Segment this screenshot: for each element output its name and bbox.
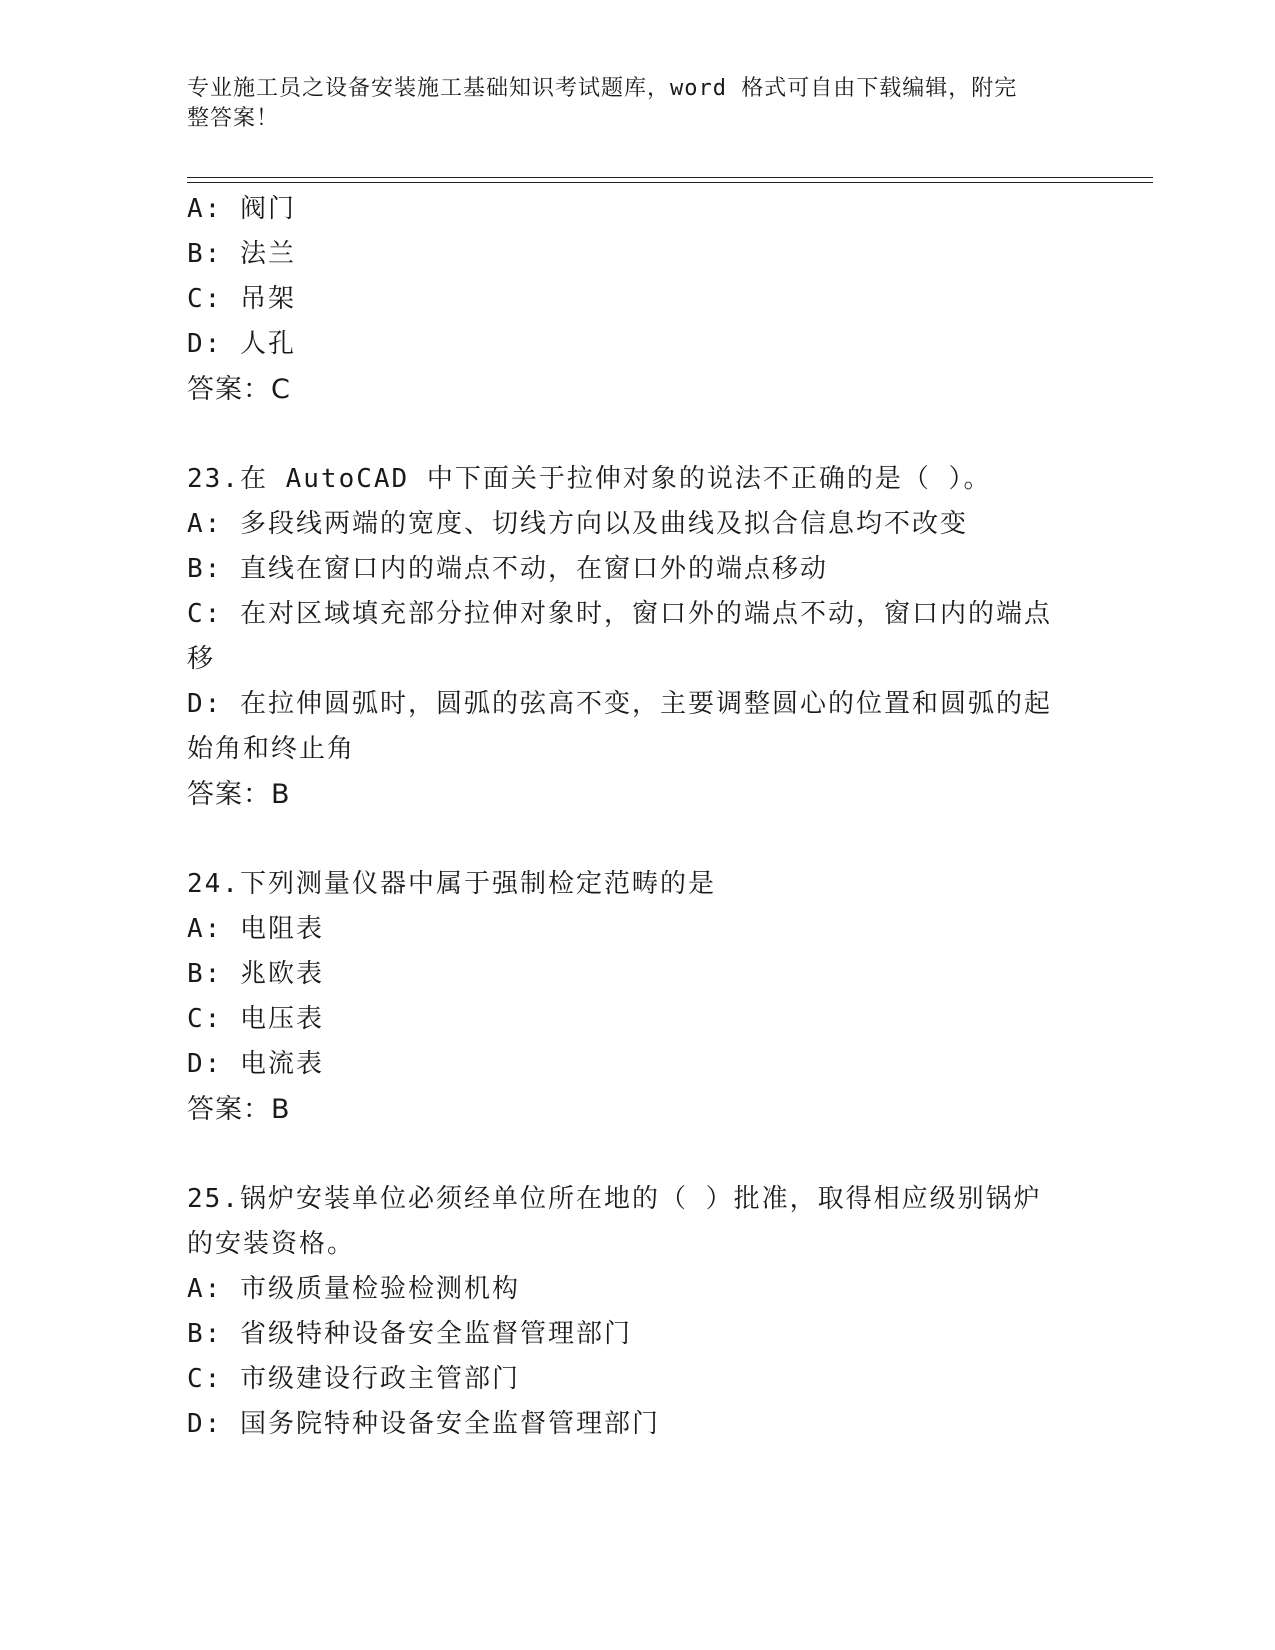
answer-line: 答案：C <box>187 374 291 405</box>
option-b: B: 省级特种设备安全监督管理部门 <box>187 1319 632 1349</box>
question-stem: 24.下列测量仪器中属于强制检定范畴的是 <box>187 869 716 899</box>
option-b: B: 直线在窗口内的端点不动，在窗口外的端点移动 <box>187 554 828 584</box>
option-c: C: 市级建设行政主管部门 <box>187 1364 520 1394</box>
option-c-continued: 移 <box>187 644 216 674</box>
spacer <box>187 412 1067 457</box>
option-c: C: 在对区域填充部分拉伸对象时，窗口外的端点不动，窗口内的端点 <box>187 599 1052 629</box>
option-d: D: 国务院特种设备安全监督管理部门 <box>187 1409 660 1439</box>
header-line-2: 整答案！ <box>187 106 280 131</box>
header-line-1: 专业施工员之设备安装施工基础知识考试题库，word 格式可自由下载编辑，附完 <box>187 76 1018 101</box>
header-divider-top <box>187 177 1153 178</box>
spacer <box>187 1132 1067 1177</box>
question-list <box>187 187 1067 1447</box>
option-d-continued: 始角和终止角 <box>187 734 356 764</box>
question-stem: 25.锅炉安装单位必须经单位所在地的（ ）批准，取得相应级别锅炉 <box>187 1184 1042 1214</box>
option-d: D: 电流表 <box>187 1049 324 1079</box>
answer-line: 答案：B <box>187 1094 291 1125</box>
spacer <box>187 817 1067 862</box>
document-header <box>187 74 1067 134</box>
option-d: D: 在拉伸圆弧时，圆弧的弦高不变，主要调整圆心的位置和圆弧的起 <box>187 689 1052 719</box>
question-stem: 23.在 AutoCAD 中下面关于拉伸对象的说法不正确的是（ ）。 <box>187 464 992 494</box>
option-d: D: 人孔 <box>187 329 296 359</box>
header-divider-bottom <box>187 182 1153 183</box>
option-a: A: 阀门 <box>187 194 296 224</box>
question-25-block <box>187 1177 1067 1447</box>
option-a: A: 多段线两端的宽度、切线方向以及曲线及拟合信息均不改变 <box>187 509 968 539</box>
option-b: B: 法兰 <box>187 239 296 269</box>
option-b: B: 兆欧表 <box>187 959 324 989</box>
answer-line: 答案：B <box>187 779 291 810</box>
option-a: A: 电阻表 <box>187 914 324 944</box>
question-23-block <box>187 457 1067 817</box>
option-c: C: 电压表 <box>187 1004 324 1034</box>
question-22-block <box>187 187 1067 412</box>
option-a: A: 市级质量检验检测机构 <box>187 1274 520 1304</box>
question-24-block <box>187 862 1067 1132</box>
option-c: C: 吊架 <box>187 284 296 314</box>
question-stem-continued: 的安装资格。 <box>187 1229 356 1259</box>
